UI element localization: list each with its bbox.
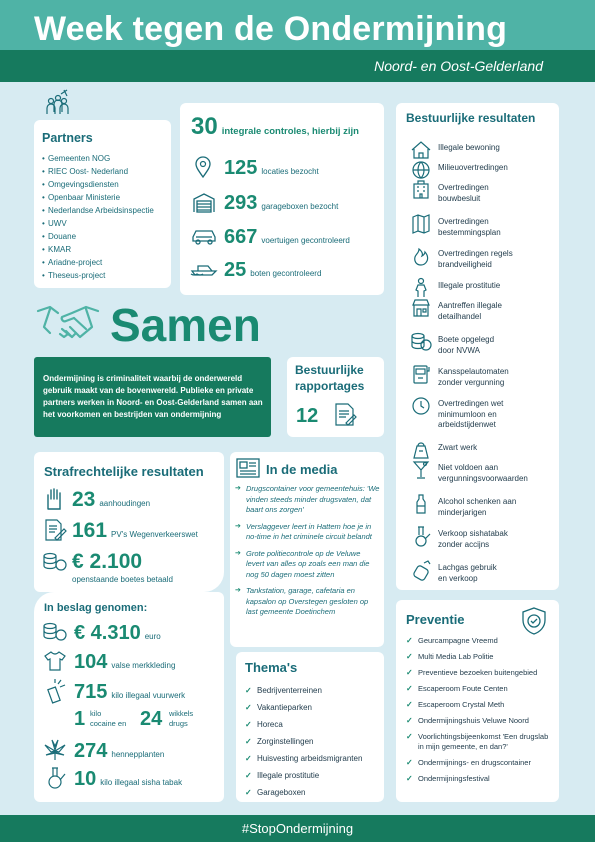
bestuurlijk-item-line1: Kansspelautomaten (438, 367, 509, 376)
beslag-card (34, 592, 224, 802)
partner-item: • Omgevingsdiensten (42, 180, 119, 189)
rapportages-number: 12 (296, 405, 319, 427)
partner-item: • Gemeenten NOG (42, 154, 111, 163)
beslag-label: hennepplanten (111, 750, 165, 759)
controls-row-number: 125 (224, 157, 258, 179)
media-title: In de media (266, 462, 338, 477)
bestuurlijk-item-line2: minderjarigen (438, 507, 487, 517)
partners-list (42, 152, 154, 282)
bestuurlijk-item-line1: Lachgas gebruik (438, 563, 497, 572)
beslag-number: 10 (74, 768, 97, 790)
bestuurlijk-item-line2: detailhandel (438, 311, 482, 321)
themas-title: Thema's (245, 660, 298, 675)
bestuurlijk-item-line2: zonder accijns (438, 539, 490, 549)
bag-icon (410, 439, 432, 461)
bestuurlijk-item (438, 463, 554, 484)
shop-icon (410, 297, 432, 319)
rapportages-title-line1: Bestuurlijke (295, 363, 364, 377)
bestuurlijk-item (438, 335, 554, 356)
shield-check-icon (520, 606, 548, 636)
page-subtitle: Noord- en Oost-Gelderland (374, 58, 543, 74)
bestuurlijk-item-line1: Zwart werk (438, 443, 478, 452)
preventie-item: ✓ Geurcampagne Vreemd (406, 636, 554, 646)
partner-item: • Ariadne-project (42, 258, 103, 267)
beslag-title: In beslag genomen: (44, 602, 148, 614)
strafrechtelijk-card (34, 452, 224, 592)
garage-icon (192, 193, 216, 213)
controls-row-number: 293 (224, 192, 258, 214)
beslag-number: 1 (74, 708, 86, 730)
globe-icon (410, 159, 432, 181)
hookah-icon (410, 525, 432, 547)
clock-icon (410, 395, 432, 417)
controls-row-label: boten gecontroleerd (250, 269, 322, 278)
bestuurlijk-item (438, 163, 554, 174)
bestuurlijk-item (438, 399, 554, 431)
preventie-list (406, 636, 554, 790)
bestuurlijk-item-line1: Niet voldoen aan (438, 463, 499, 472)
beslag-row (74, 740, 164, 763)
bestuurlijk-item (438, 281, 554, 292)
partner-item: • Theseus-project (42, 271, 106, 280)
controls-row-label: garageboxen bezocht (261, 202, 339, 211)
controls-row-label: voertuigen gecontroleerd (261, 236, 350, 245)
beslag-label: wikkels (169, 709, 194, 718)
beslag-label: cocaine en (90, 719, 127, 728)
bestuurlijk-item-line1: Aantreffen illegale (438, 301, 502, 310)
partner-item: • KMAR (42, 245, 72, 254)
controls-headline (191, 113, 359, 141)
media-item[interactable]: ➔ Drugscontainer voor gemeentehuis: 'We vinden steeds minder drugsvaten, dat baart ons zorgen' (235, 484, 380, 516)
bestuurlijk-item (438, 497, 554, 518)
beslag-number: 274 (74, 740, 108, 762)
preventie-item: ✓ Voorlichtingsbijeenkomst 'Een drugslab in mijn gemeente, en dan?' (406, 732, 554, 752)
preventie-title: Preventie (406, 612, 465, 627)
beslag-number: 104 (74, 651, 108, 673)
thema-item: ✓ Vakantieparken (245, 699, 362, 716)
controls-row (224, 226, 350, 249)
beslag-number: 24 (140, 708, 163, 730)
strafrechtelijk-row (72, 488, 150, 512)
bestuurlijk-item (438, 217, 554, 238)
beslag-label: drugs (169, 719, 188, 728)
partner-item-label: Douane (48, 232, 77, 241)
bestuurlijk-item-line1: Overtredingen (438, 183, 489, 192)
bestuurlijk-item-line2: brandveiligheid (438, 259, 492, 269)
coins-icon (42, 552, 68, 572)
media-list (235, 484, 380, 624)
slot-machine-icon (410, 363, 432, 385)
map-plan-icon (410, 213, 432, 235)
strafrechtelijk-label: openstaande boetes betaald (72, 575, 173, 584)
bestuurlijk-item-line2: minimumloon en arbeidstijdenwet (438, 409, 497, 429)
partner-item-label: Gemeenten NOG (48, 154, 111, 163)
bestuurlijk-item-line1: Alcohol schenken aan (438, 497, 517, 506)
bestuurlijk-item-line2: en verkoop (438, 573, 478, 583)
media-card (230, 452, 384, 647)
controls-headline-label: integrale controles, hierbij zijn (221, 126, 359, 137)
partner-item-label: Theseus-project (48, 271, 106, 280)
bestuurlijk-item (438, 249, 554, 270)
bestuurlijk-item-line2: bouwbesluit (438, 193, 481, 203)
footer (0, 815, 595, 842)
stop-hand-icon (44, 487, 64, 511)
report-pen-icon (43, 518, 67, 542)
beslag-label: valse merkkleding (111, 661, 176, 670)
beslag-row (74, 651, 175, 674)
building-icon (410, 179, 432, 201)
bestuurlijk-item-line1: Overtredingen regels (438, 249, 513, 258)
strafrechtelijk-title: Strafrechtelijke resultaten (44, 464, 204, 479)
themas-list (245, 682, 362, 801)
strafrechtelijk-row (72, 519, 198, 543)
preventie-item: ✓ Multi Media Lab Politie (406, 652, 554, 662)
beslag-label: kilo illegaal vuurwerk (111, 691, 186, 700)
controls-headline-number: 30 (191, 113, 218, 140)
cocktail-icon (410, 459, 432, 481)
strafrechtelijk-number: 23 (72, 488, 96, 511)
partners-card (34, 120, 171, 288)
bottle-icon (410, 493, 432, 515)
bestuurlijk-item-line2: vergunningsvoorwaarden (438, 473, 528, 483)
media-item[interactable]: ➔ Verslaggever leert in Hattem hoe je in no-time in het criminele circuit belandt (235, 522, 380, 543)
bestuurlijk-item-line1: Overtredingen wet (438, 399, 504, 408)
thema-item: ✓ Illegale prostitutie (245, 767, 362, 784)
gas-cylinder-icon (410, 559, 432, 581)
bestuurlijk-item-line1: Milieuovertredingen (438, 163, 508, 172)
coins-icon (410, 331, 432, 353)
beslag-number: 715 (74, 681, 108, 703)
strafrechtelijk-label: PV's Wegenverkeerswet (111, 530, 198, 539)
beslag-label: kilo illegaal sisha tabak (100, 778, 183, 787)
beslag-label: euro (144, 632, 161, 641)
bestuurlijk-item-line2: zonder vergunning (438, 377, 505, 387)
thema-item: ✓ Horeca (245, 716, 362, 733)
bestuurlijk-item (438, 443, 554, 454)
handshake-icon (36, 303, 100, 343)
controls-row (224, 259, 321, 282)
preventie-item: ✓ Ondermijningsfestival (406, 774, 554, 784)
rapportages-card (287, 357, 384, 437)
thema-item: ✓ Garageboxen (245, 784, 362, 801)
cash-icon (42, 622, 68, 642)
preventie-card (396, 600, 559, 802)
strafrechtelijk-number: 161 (72, 519, 108, 542)
fireworks-icon (44, 678, 66, 704)
controls-row-number: 667 (224, 226, 258, 248)
rapportages-title-line2: rapportages (295, 379, 365, 393)
house-icon (410, 139, 432, 161)
bestuurlijk-title: Bestuurlijke resultaten (406, 111, 536, 125)
bestuurlijk-item (438, 529, 554, 550)
bestuurlijk-item (438, 183, 554, 204)
thema-item: ✓ Huisvesting arbeidsmigranten (245, 750, 362, 767)
footer-hashtag: #StopOndermijning (241, 821, 354, 836)
bestuurlijk-item (438, 563, 554, 584)
thema-item: ✓ Zorginstellingen (245, 733, 362, 750)
partner-item-label: UWV (48, 219, 67, 228)
bestuurlijk-item-line2: bestemmingsplan (438, 227, 501, 237)
partners-title: Partners (42, 131, 93, 145)
newspaper-icon (235, 457, 261, 479)
beslag-number: € 4.310 (74, 622, 141, 644)
controls-row (224, 157, 319, 180)
partner-item: • Nederlandse Arbeidsinspectie (42, 206, 154, 215)
beslag-label: kilo (90, 709, 102, 718)
partner-item: • UWV (42, 219, 67, 228)
themas-card (236, 652, 384, 802)
preventie-item: ✓ Ondermijnings- en drugscontainer (406, 758, 554, 768)
controls-row-number: 25 (224, 259, 247, 281)
car-icon (191, 228, 217, 246)
bestuurlijk-item-line1: Overtredingen (438, 217, 489, 226)
media-item[interactable]: ➔ Grote politiecontrole op de Veluwe levert van alles op zoals een man die nog 50 dagen moest zitten (235, 549, 380, 581)
thema-item: ✓ Bedrijventerreinen (245, 682, 362, 699)
bestuurlijk-item-line1: Verkoop sishatabak (438, 529, 508, 538)
intro-box (34, 357, 271, 437)
controls-card (180, 103, 384, 295)
bestuurlijk-item-line1: Illegale bewoning (438, 143, 500, 152)
document-icon (332, 402, 358, 428)
beslag-row (74, 622, 161, 645)
partner-item-label: KMAR (48, 245, 72, 254)
page-title: Week tegen de Ondermijning (34, 10, 508, 48)
partner-item-label: Omgevingsdiensten (48, 180, 119, 189)
partner-item: • RIEC Oost- Nederland (42, 167, 129, 176)
strafrechtelijk-row (72, 550, 142, 574)
partner-item-label: Ariadne-project (48, 258, 103, 267)
bestuurlijk-item-line2: door NVWA (438, 345, 480, 355)
media-item[interactable]: ➔ Tankstation, garage, cafetaria en kapsalon op Overstegen gesloten op last gemeente Doetinchem (235, 586, 380, 618)
strafrechtelijk-number: € 2.100 (72, 550, 143, 573)
partner-item-label: Nederlandse Arbeidsinspectie (48, 206, 154, 215)
partner-item: • Douane (42, 232, 77, 241)
bestuurlijk-item (438, 367, 554, 388)
controls-row (224, 192, 338, 215)
location-pin-icon (194, 156, 212, 178)
beslag-row (74, 681, 185, 704)
samen-word: Samen (110, 299, 261, 351)
intro-text: Ondermijning is criminaliteit waarbij de onderwereld gebruik maakt van de bovenwereld. Publieke en private partners werken in Noord- en Oost-Gelderland samen aan het voorkomen en bestrijden van ondermijning (43, 374, 263, 419)
bestuurlijk-item-line1: Illegale prostitutie (438, 281, 501, 290)
bestuurlijk-item-line1: Boete opgelegd (438, 335, 495, 344)
tshirt-icon (43, 650, 67, 672)
preventie-item: ✓ Ondermijningshuis Veluwe Noord (406, 716, 554, 726)
hookah-icon (44, 766, 66, 790)
controls-row-label: locaties bezocht (261, 167, 319, 176)
partner-item-label: RIEC Oost- Nederland (48, 167, 129, 176)
boat-icon (190, 260, 218, 276)
preventie-item: ✓ Escaperoom Foute Centen (406, 684, 554, 694)
beslag-row (74, 768, 182, 791)
partner-item-label: Openbaar Ministerie (48, 193, 121, 202)
woman-icon (410, 277, 432, 299)
flame-icon (410, 245, 432, 267)
protest-people-icon (44, 88, 72, 116)
preventie-item: ✓ Escaperoom Crystal Meth (406, 700, 554, 710)
strafrechtelijk-label: aanhoudingen (99, 499, 151, 508)
cannabis-leaf-icon (42, 738, 68, 762)
bestuurlijk-item (438, 301, 554, 322)
bestuurlijk-item (438, 143, 554, 154)
partner-item: • Openbaar Ministerie (42, 193, 121, 202)
preventie-item: ✓ Preventieve bezoeken buitengebied (406, 668, 554, 678)
